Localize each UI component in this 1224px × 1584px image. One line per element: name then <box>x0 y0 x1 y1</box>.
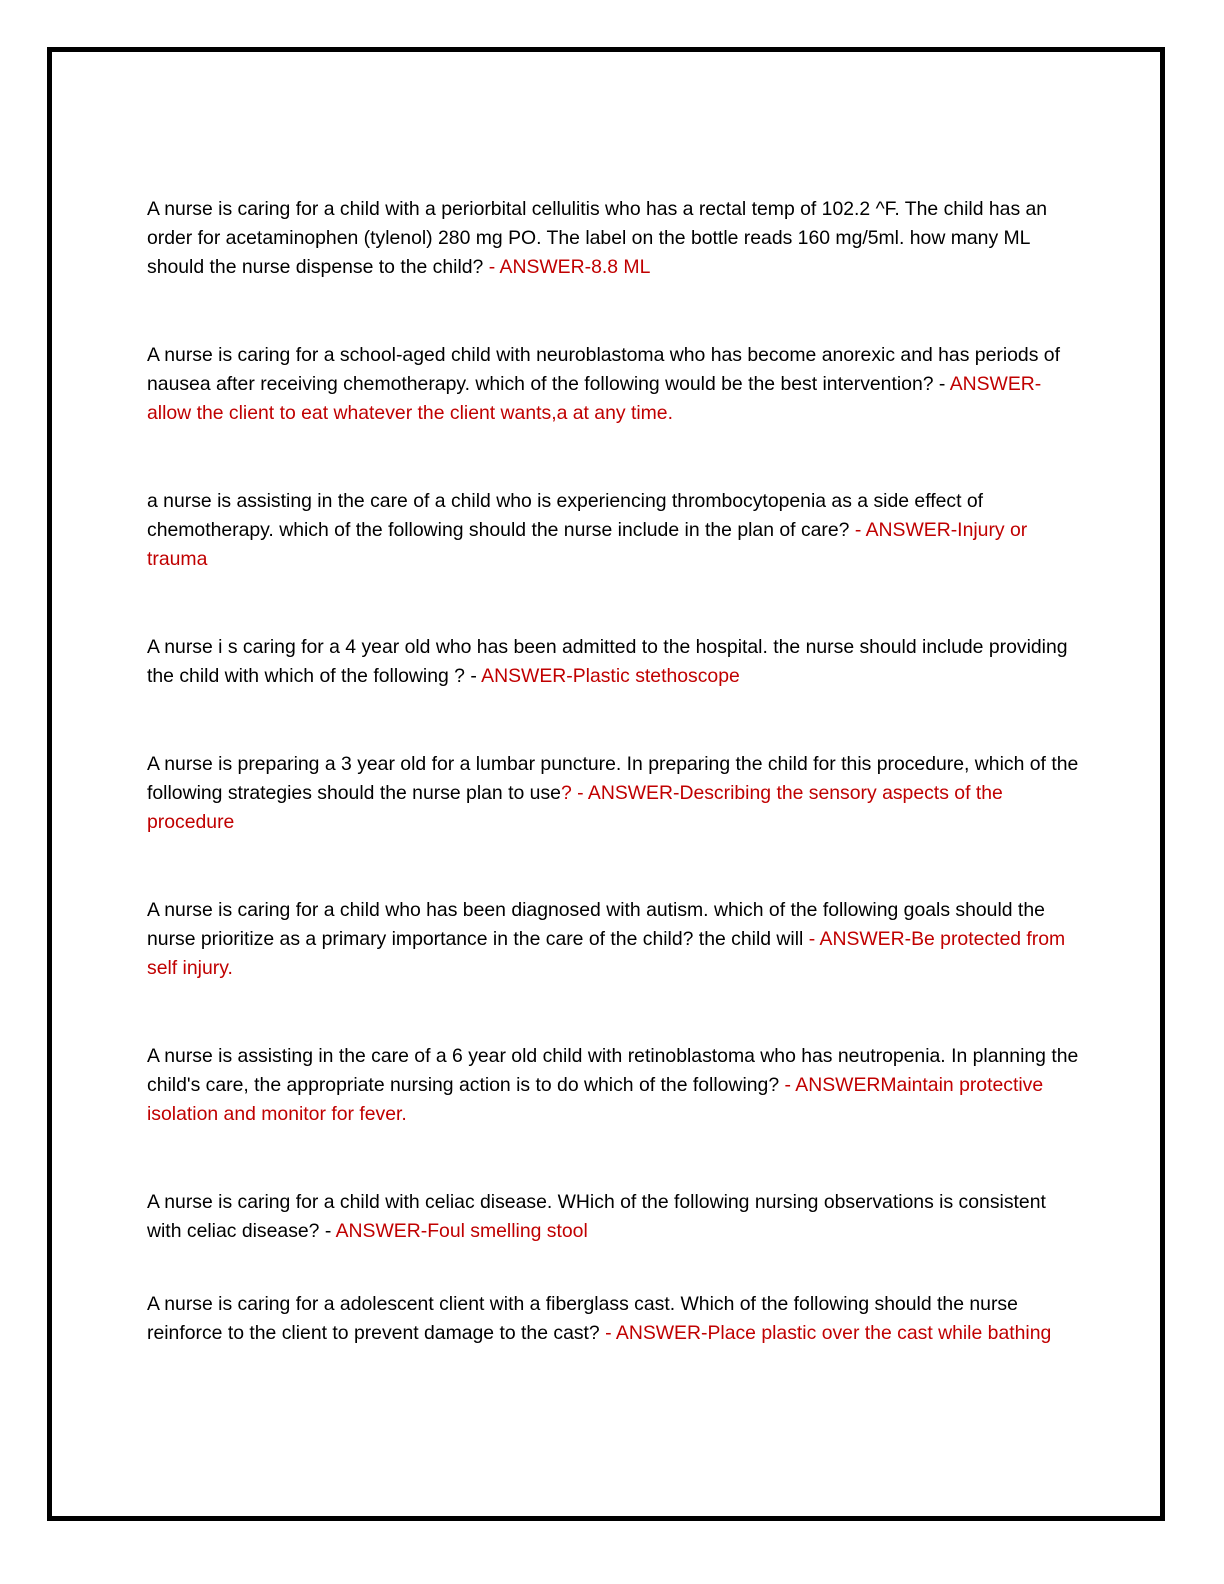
answer-text: ANSWER-allow the client to eat whatever the client wants,a at any time. <box>147 373 1042 425</box>
question-text: a nurse is assisting in the care of a child who is experiencing thrombocytopenia as a side effect of chemotherapy. which of the following should the nurse include in the plan of care? <box>147 490 984 542</box>
qa-item-8 <box>147 1188 1082 1246</box>
qa-item-9 <box>147 1290 1082 1348</box>
answer-text: - ANSWER-Injury or trauma <box>147 519 1028 571</box>
question-text: A nurse is caring for a child with celiac disease. WHich of the following nursing observations is consistent with celiac disease? - <box>147 1191 1046 1243</box>
qa-item-4 <box>147 633 1082 691</box>
question-text: A nurse is caring for a adolescent client with a fiberglass cast. Which of the following should the nurse reinforce to the client to prevent damage to the cast? <box>147 1293 1018 1345</box>
document-page <box>47 47 1165 1521</box>
qa-item-2 <box>147 341 1082 429</box>
question-text: A nurse is caring for a school-aged child with neuroblastoma who has become anorexic and has periods of nausea after receiving chemotherapy. which of the following would be the best intervention? - <box>147 344 1060 396</box>
question-text: A nurse i s caring for a 4 year old who has been admitted to the hospital. the nurse should include providing the child with which of the following ? - <box>147 636 1068 688</box>
answer-text: - ANSWER-8.8 ML <box>488 256 651 279</box>
qa-item-5 <box>147 750 1082 838</box>
qa-item-6 <box>147 896 1082 984</box>
question-text: A nurse is assisting in the care of a 6 year old child with retinoblastoma who has neutropenia. In planning the child's care, the appropriate nursing action is to do which of the following? <box>147 1045 1079 1097</box>
answer-text: - ANSWER-Be protected from self injury. <box>147 928 1066 980</box>
question-text: A nurse is caring for a child who has been diagnosed with autism. which of the following goals should the nurse prioritize as a primary importance in the care of the child? the child will <box>147 899 1045 951</box>
question-text: A nurse is caring for a child with a periorbital cellulitis who has a rectal temp of 102.2 ^F. The child has an order for acetaminophen (tylenol) 280 mg PO. The label on the bottle reads 160 mg/5ml. how many ML should the nurse dispense to the child? <box>147 198 1048 279</box>
answer-text: - ANSWERMaintain protective isolation and monitor for fever. <box>147 1074 1044 1126</box>
answer-text: ? - ANSWER-Describing the sensory aspects of the procedure <box>147 782 1003 834</box>
qa-item-1 <box>147 195 1082 283</box>
question-text: A nurse is preparing a 3 year old for a lumbar puncture. In preparing the child for this procedure, which of the following strategies should the nurse plan to use <box>147 753 1079 805</box>
answer-text: ANSWER-Foul smelling stool <box>335 1220 588 1243</box>
qa-item-7 <box>147 1042 1082 1130</box>
answer-text: - ANSWER-Place plastic over the cast while bathing <box>605 1322 1052 1345</box>
answer-text: ANSWER-Plastic stethoscope <box>481 665 740 688</box>
qa-item-3 <box>147 487 1082 575</box>
